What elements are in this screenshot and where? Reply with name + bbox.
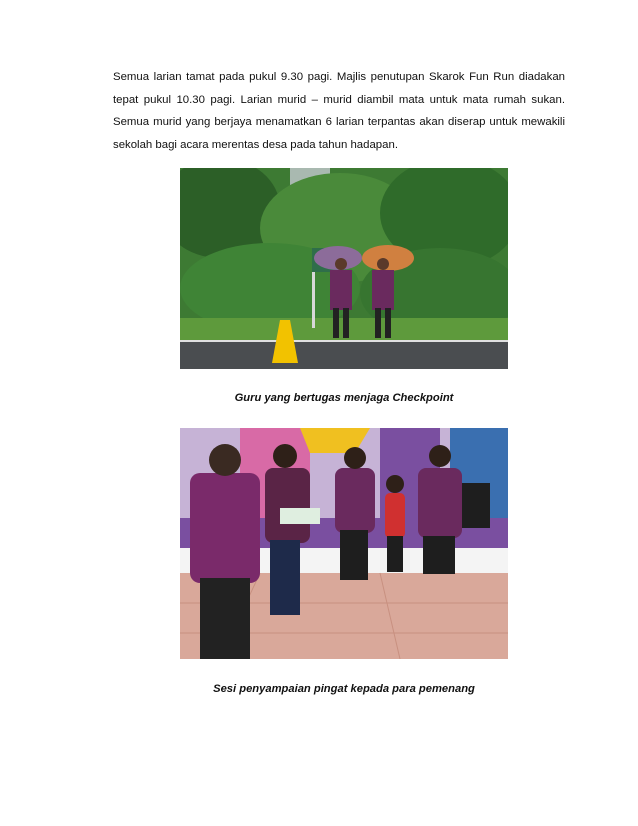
- checkpoint-photo: [180, 168, 508, 369]
- checkpoint-caption: Guru yang bertugas menjaga Checkpoint: [234, 392, 454, 404]
- body-paragraph: Semua larian tamat pada pukul 9.30 pagi. Majlis penutupan Skarok Fun Run diadakan tepat pukul 10.30 pagi. Larian murid – murid diambil mata untuk mata rumah sukan. Semua murid yang berjaya menamatkan 6 larian terpantas akan diserap untuk mewakili sekolah bagi acara merentas desa pada tahun hadapan.: [113, 71, 565, 151]
- medal-presentation-caption: Sesi penyampaian pingat kepada para pemenang: [213, 683, 475, 695]
- medal-presentation-photo: [180, 428, 508, 659]
